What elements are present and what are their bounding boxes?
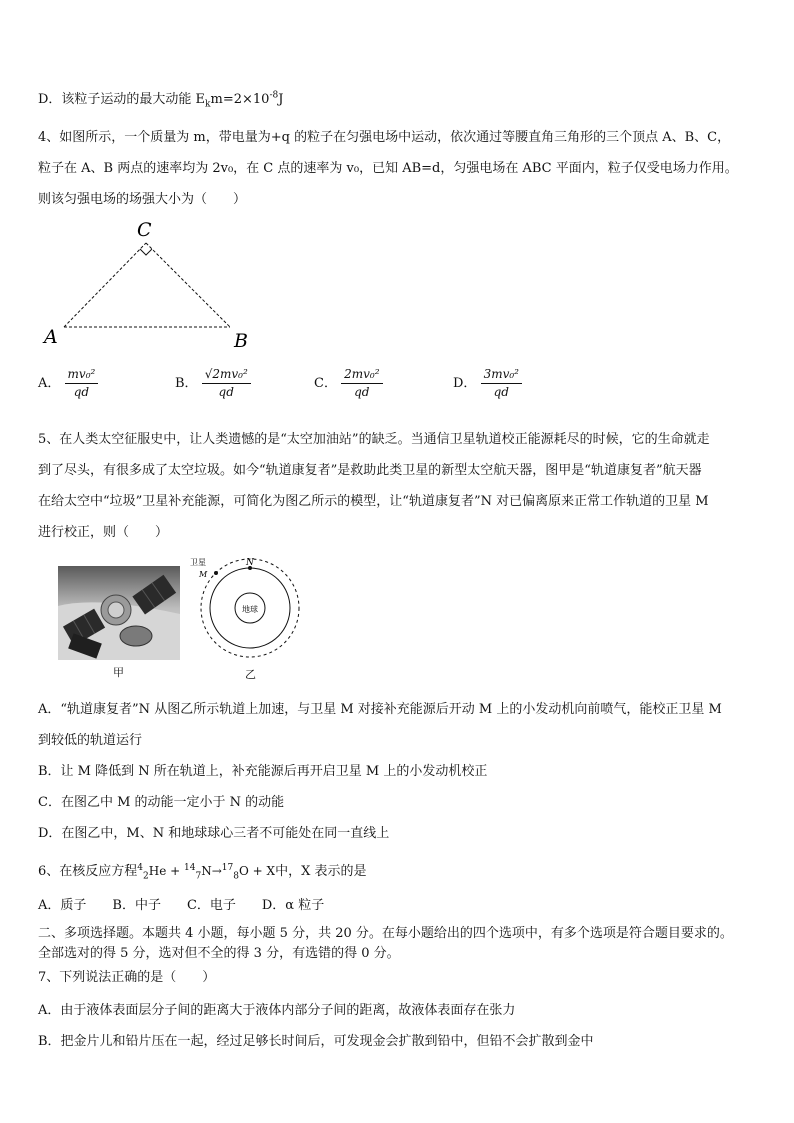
q4-stem-line2: 粒子在 A、B 两点的速率均为 2v₀，在 C 点的速率为 v₀，已知 AB=d，匀强电场在 ABC 平面内，粒子仅受电场力作用。: [38, 161, 738, 176]
q5-stem-line3: 在给太空中“垃圾”卫星补充能源，可简化为图乙所示的模型，让“轨道康复者”N 对已偏离原来正常工作轨道的卫星 M: [38, 494, 709, 509]
q4-stem-line1: 4、如图所示，一个质量为 m，带电量为+q 的粒子在匀强电场中运动，依次通过等腰直角三角形的三个顶点 A、B、C，: [38, 130, 731, 145]
q5-option-b: B．让 M 降低到 N 所在轨道上，补充能源后再开启卫星 M 上的小发动机校正: [38, 764, 488, 779]
q4-option-b: B． $\frac{\text{√2mv₀²}}{qd}$: [175, 368, 251, 399]
q5-option-a-line2: 到较低的轨道运行: [38, 733, 143, 748]
q4-option-d: D． $\frac{\text{3mv₀²}}{qd}$: [453, 368, 522, 399]
caption-yi: 乙: [245, 668, 256, 681]
q5-stem-line2: 到了尽头，有很多成了太空垃圾。如今“轨道康复者”是救助此类卫星的新型太空航天器，图甲是“轨道康复者”航天器: [38, 463, 702, 478]
q4-stem-line3: 则该匀强电场的场强大小为（ ）: [38, 192, 247, 207]
section2-heading-line2: 全部选对的得 5 分，选对但不全的得 3 分，有选错的得 0 分。: [38, 946, 400, 961]
q5-option-a-line1: A．“轨道康复者”N 从图乙所示轨道上加速，与卫星 M 对接补充能源后开动 M 上的小发动机向前喷气，能校正卫星 M: [38, 702, 722, 717]
n-label: N: [246, 558, 254, 568]
section2-heading-line1: 二、多项选择题。本题共 4 小题，每小题 5 分，共 20 分。在每小题给出的四个选项中，有多个选项是符合题目要求的。: [38, 926, 733, 941]
q5-option-d: D．在图乙中，M、N 和地球球心三者不可能处在同一直线上: [38, 826, 390, 841]
m-label: M: [199, 570, 208, 579]
orbit-diagram: [188, 556, 308, 666]
q7-option-a: A．由于液体表面层分子间的距离大于液体内部分子间的距离，故液体表面存在张力: [38, 1003, 516, 1018]
nuclear-equation: $^4_2$He + $^{14}_7$N→$^{17}_8$O + X: [137, 863, 276, 882]
q5-option-c: C．在图乙中 M 的动能一定小于 N 的动能: [38, 795, 285, 810]
q6-options: A．质子 B．中子 C．电子 D．α 粒子: [38, 898, 325, 913]
q7-option-b: B．把金片儿和铅片压在一起，经过足够长时间后，可发现金会扩散到铅中，但铅不会扩散到金中: [38, 1034, 594, 1049]
vertex-a-label: A: [44, 326, 58, 348]
vertex-c-label: C: [137, 219, 152, 241]
spacecraft-photo: [58, 566, 180, 660]
q4-option-a: A． $\frac{\text{mv₀²}}{qd}$: [38, 368, 98, 399]
q4-option-c: C． $\frac{\text{2mv₀²}}{qd}$: [314, 368, 383, 399]
earth-label: 地球: [242, 605, 258, 614]
q5-stem-line1: 5、在人类太空征服史中，让人类遗憾的是“太空加油站”的缺乏。当通信卫星轨道校正能源耗尽的时候，它的生命就走: [38, 432, 710, 447]
satellite-label: 卫星: [190, 558, 206, 567]
q7-stem: 7、下列说法正确的是（ ）: [38, 970, 216, 985]
caption-jia: 甲: [113, 666, 124, 679]
satellite-m-dot: [214, 571, 218, 575]
q6-stem: 6、在核反应方程$^4_2$He + $^{14}_7$N→$^{17}_8$O + X中，X 表示的是: [38, 863, 367, 882]
triangle-figure: [40, 215, 270, 355]
vertex-b-label: B: [234, 330, 248, 352]
q3-option-d: D．该粒子运动的最大动能 $E_km=2\times 10^{-8}J$: [38, 90, 284, 110]
q5-stem-line4: 进行校正，则（ ）: [38, 525, 169, 540]
